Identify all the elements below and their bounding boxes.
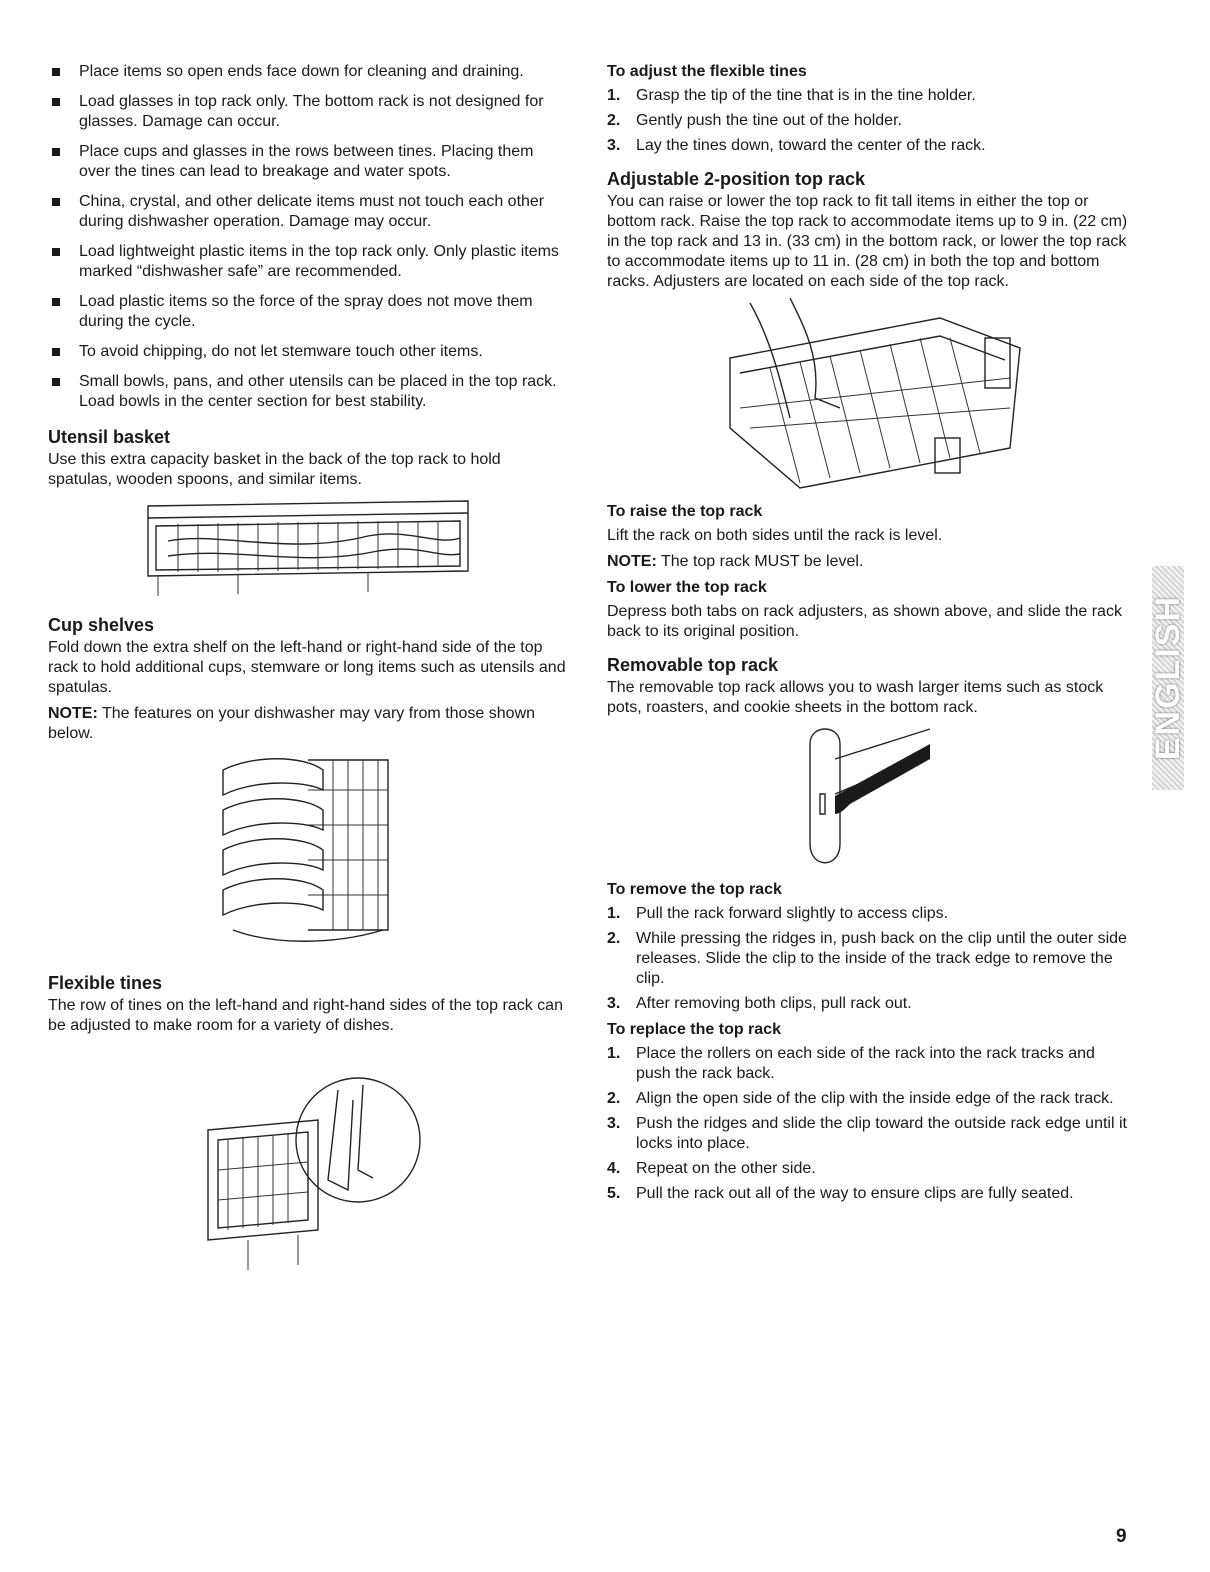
utensil-basket-text: Use this extra capacity basket in the back of the top rack to hold spatulas, wooden spoons, and similar items. — [48, 451, 501, 488]
list-item: Load glasses in top rack only. The bottom rack is not designed for glasses. Damage can occur. — [48, 92, 568, 132]
cup-shelves-heading: Cup shelves — [48, 615, 155, 635]
note-label: NOTE: — [607, 553, 657, 570]
list-item: Load plastic items so the force of the spray does not move them during the cycle. — [48, 292, 568, 332]
remove-rack-heading: To remove the top rack — [607, 881, 782, 898]
adjust-tines-steps — [607, 86, 1132, 156]
removable-rack-text: The removable top rack allows you to wash larger items such as stock pots, roasters, and cookie sheets in the bottom rack. — [607, 679, 1104, 716]
removable-rack-heading: Removable top rack — [607, 655, 779, 675]
list-item: 5. Pull the rack out all of the way to ensure clips are fully seated. — [607, 1185, 1074, 1202]
cup-shelves-note — [48, 704, 568, 744]
raise-rack-heading: To raise the top rack — [607, 503, 763, 520]
note-text: The top rack MUST be level. — [656, 553, 864, 570]
rack-adjuster-illustration — [710, 298, 1030, 498]
list-item: Small bowls, pans, and other utensils can be placed in the top rack. Load bowls in the center section for best stability. — [48, 372, 568, 412]
adjustable-rack-heading: Adjustable 2-position top rack — [607, 169, 866, 189]
flexible-tines-illustration — [188, 1060, 428, 1280]
left-column — [48, 62, 568, 1280]
rack-clip-illustration — [790, 724, 950, 874]
remove-rack-steps — [607, 904, 1132, 1014]
language-side-tab — [1148, 566, 1187, 790]
list-item: 2. Gently push the tine out of the holder. — [607, 112, 902, 129]
adjust-tines-heading: To adjust the flexible tines — [607, 63, 807, 80]
list-item: China, crystal, and other delicate items must not touch each other during dishwasher operation. Damage may occur. — [48, 192, 568, 232]
list-item: 4. Repeat on the other side. — [607, 1160, 816, 1177]
language-label: ENGLISH — [1148, 595, 1187, 761]
list-item: Load lightweight plastic items in the top rack only. Only plastic items marked “dishwasher safe” are recommended. — [48, 242, 568, 282]
raise-rack-text: Lift the rack on both sides until the rack is level. — [607, 527, 943, 544]
lower-rack-text: Depress both tabs on rack adjusters, as shown above, and slide the rack back to its original position. — [607, 603, 1122, 640]
adjustable-rack-text: You can raise or lower the top rack to fit tall items in either the top or bottom rack. Raise the top rack to accommodate items up to 9 in. (22 cm) in the top rack and 13 in. (33 cm) in the bottom rack, or lower the top rack to accommodate items up to 11 in. (28 cm) in both the top and bottom racks. Adjusters are located on each side of the top rack. — [607, 193, 1128, 290]
list-item: To avoid chipping, do not let stemware touch other items. — [48, 342, 568, 362]
list-item: 1. Pull the rack forward slightly to access clips. — [607, 905, 949, 922]
list-item: 1. Grasp the tip of the tine that is in the tine holder. — [607, 87, 976, 104]
list-item: 3. Lay the tines down, toward the center of the rack. — [607, 137, 986, 154]
replace-rack-steps — [607, 1044, 1132, 1204]
cup-shelf-illustration — [213, 750, 403, 950]
list-item: Place cups and glasses in the rows between tines. Placing them over the tines can lead to breakage and water spots. — [48, 142, 568, 182]
list-item: 2. While pressing the ridges in, push back on the clip until the outer side releases. Slide the clip to the inside of the track edge to remove the clip. — [607, 930, 1127, 987]
flexible-tines-heading: Flexible tines — [48, 973, 163, 993]
cup-shelves-text: Fold down the extra shelf on the left-hand or right-hand side of the top rack to hold additional cups, stemware or long items such as utensils and spatulas. — [48, 639, 566, 696]
raise-rack-note — [607, 552, 1132, 572]
replace-rack-heading: To replace the top rack — [607, 1021, 781, 1038]
loading-tips-list — [48, 62, 568, 412]
note-label: NOTE: — [48, 705, 98, 722]
right-column — [607, 62, 1132, 1210]
list-item: Place items so open ends face down for cleaning and draining. — [48, 62, 568, 82]
page-number: 9 — [1116, 1526, 1127, 1547]
list-item: 2. Align the open side of the clip with the inside edge of the rack track. — [607, 1090, 1114, 1107]
utensil-basket-illustration — [138, 496, 478, 606]
note-text: The features on your dishwasher may vary from those shown below. — [48, 705, 536, 742]
list-item: 3. Push the ridges and slide the clip toward the outside rack edge until it locks into place. — [607, 1115, 1127, 1152]
list-item: 1. Place the rollers on each side of the rack into the rack tracks and push the rack back. — [607, 1045, 1095, 1082]
list-item: 3. After removing both clips, pull rack out. — [607, 995, 912, 1012]
flexible-tines-text: The row of tines on the left-hand and right-hand sides of the top rack can be adjusted to make room for a variety of dishes. — [48, 997, 563, 1034]
utensil-basket-heading: Utensil basket — [48, 427, 171, 447]
lower-rack-heading: To lower the top rack — [607, 579, 767, 596]
